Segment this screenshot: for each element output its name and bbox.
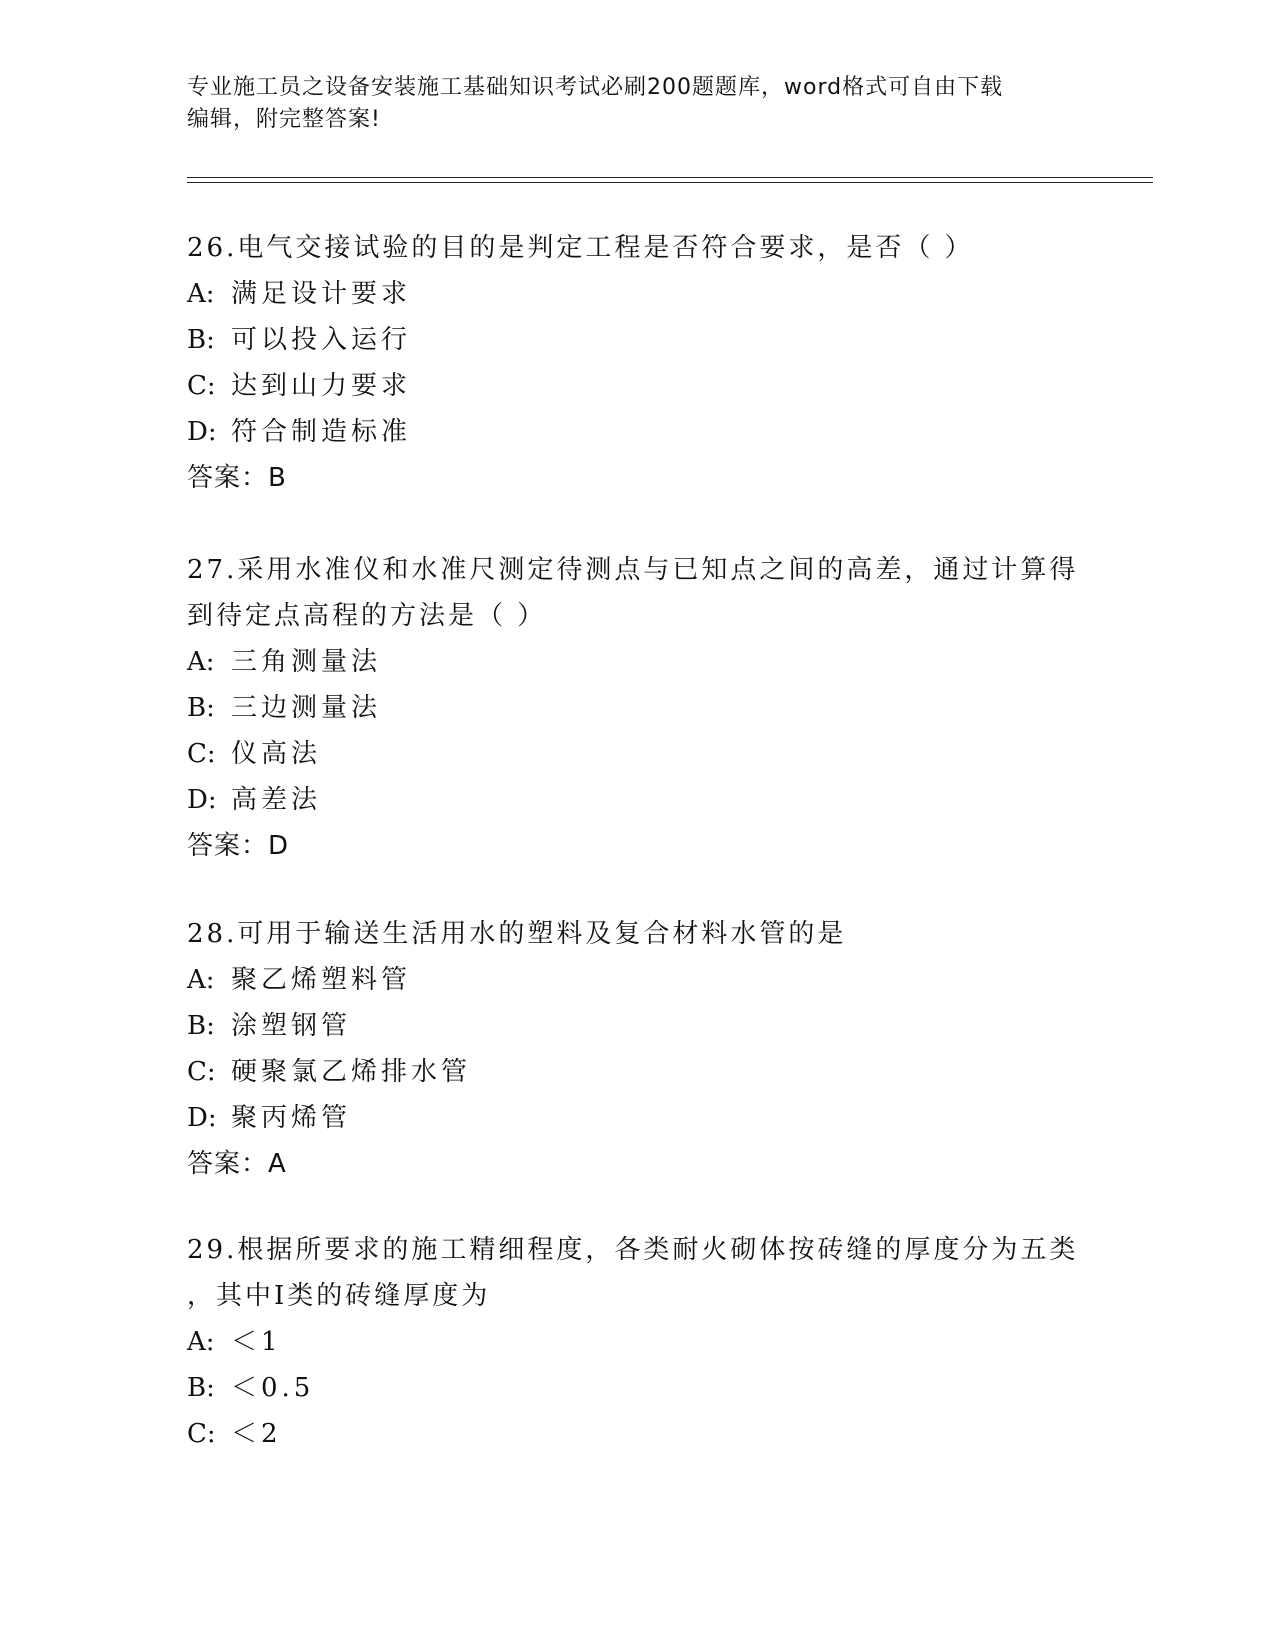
option-a: A: 三角测量法 bbox=[187, 647, 382, 677]
option-d: D: 符合制造标准 bbox=[187, 417, 412, 447]
answer-line: 答案：A bbox=[187, 1149, 286, 1179]
question-28 bbox=[187, 911, 1087, 1187]
option-c: C: 仪高法 bbox=[187, 739, 322, 769]
answer-value: B bbox=[268, 463, 286, 493]
header-line-1: 专业施工员之设备安装施工基础知识考试必刷200题题库，word格式可自由下载 bbox=[187, 75, 1004, 100]
header-divider-bottom bbox=[187, 182, 1153, 183]
answer-line: 答案：D bbox=[187, 831, 289, 861]
answer-line: 答案：B bbox=[187, 463, 286, 493]
question-27 bbox=[187, 547, 1087, 869]
option-b: B: ＜0.5 bbox=[187, 1373, 315, 1403]
question-stem: 28.可用于输送生活用水的塑料及复合材料水管的是 bbox=[187, 919, 847, 949]
question-stem-line-1: 27.采用水准仪和水准尺测定待测点与已知点之间的高差，通过计算得 bbox=[187, 555, 1079, 585]
option-c: C: ＜2 bbox=[187, 1419, 282, 1449]
option-c: C: 达到山力要求 bbox=[187, 371, 412, 401]
option-a: A: 聚乙烯塑料管 bbox=[187, 965, 412, 995]
question-stem-line-2: 到待定点高程的方法是（ ） bbox=[187, 601, 547, 631]
question-26 bbox=[187, 225, 1087, 501]
answer-value: A bbox=[268, 1149, 286, 1179]
document-header bbox=[187, 72, 1087, 136]
question-stem-line-1: 29.根据所要求的施工精细程度，各类耐火砌体按砖缝的厚度分为五类 bbox=[187, 1235, 1079, 1265]
option-a: A: ＜1 bbox=[187, 1327, 282, 1357]
option-b: B: 涂塑钢管 bbox=[187, 1011, 352, 1041]
option-d: D: 聚丙烯管 bbox=[187, 1103, 352, 1133]
option-c: C: 硬聚氯乙烯排水管 bbox=[187, 1057, 472, 1087]
question-stem: 26.电气交接试验的目的是判定工程是否符合要求，是否（ ） bbox=[187, 233, 974, 263]
option-b: B: 可以投入运行 bbox=[187, 325, 412, 355]
question-stem-line-2: ，其中Ⅰ类的砖缝厚度为 bbox=[187, 1281, 491, 1311]
header-line-2: 编辑，附完整答案! bbox=[187, 107, 381, 132]
option-d: D: 高差法 bbox=[187, 785, 322, 815]
option-a: A: 满足设计要求 bbox=[187, 279, 412, 309]
header-divider-top bbox=[187, 177, 1153, 178]
question-29 bbox=[187, 1227, 1087, 1457]
answer-value: D bbox=[268, 831, 289, 861]
option-b: B: 三边测量法 bbox=[187, 693, 382, 723]
